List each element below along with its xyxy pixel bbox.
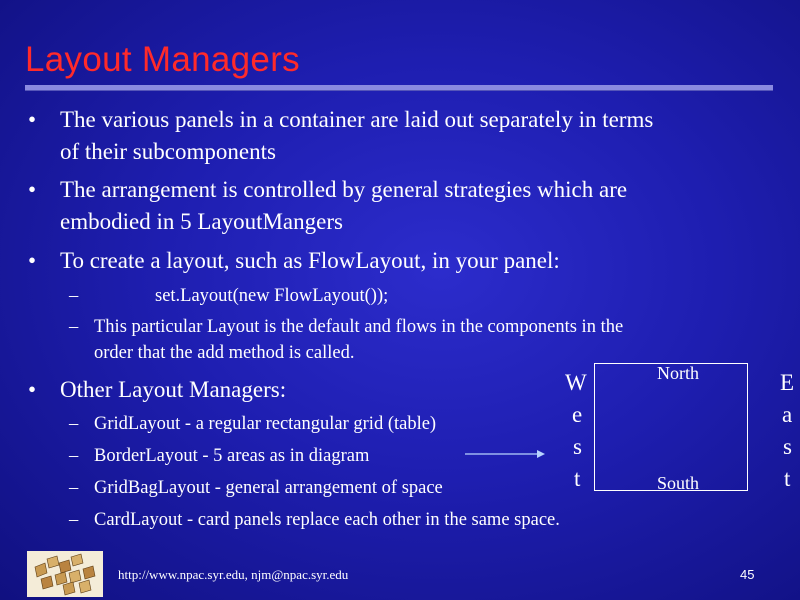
sub-bullet-line: This particular Layout is the default and flows in the components in the — [94, 317, 624, 337]
dash-symbol: – — [69, 286, 79, 306]
west-letter: W — [565, 370, 587, 395]
dash-symbol: – — [69, 510, 79, 530]
east-letter: E — [780, 370, 795, 395]
sub-bullet-item — [69, 314, 624, 366]
sub-bullet-item — [69, 411, 437, 437]
slide-title: Layout Managers — [25, 40, 300, 79]
sub-bullet-line: BorderLayout - 5 areas as in diagram — [94, 446, 370, 466]
sub-bullet-item — [69, 283, 594, 309]
bullet-symbol: • — [28, 248, 37, 273]
dash-symbol: – — [69, 317, 79, 337]
sub-bullet-line: GridBagLayout - general arrangement of space — [94, 478, 443, 498]
west-letter: s — [573, 434, 582, 459]
npac-logo — [27, 551, 103, 597]
bullet-item — [28, 174, 628, 238]
dash-symbol: – — [69, 414, 79, 434]
bullet-line: The various panels in a container are laid out separately in terms — [60, 107, 654, 132]
dash-symbol: – — [69, 446, 79, 466]
east-letter: t — [784, 466, 791, 491]
sub-bullet-item — [69, 443, 370, 469]
bullet-symbol: • — [28, 107, 37, 132]
bullet-line: Other Layout Managers: — [60, 377, 287, 402]
bullet-line: To create a layout, such as FlowLayout, in your panel: — [60, 248, 560, 273]
bullet-line: The arrangement is controlled by general strategies which are — [60, 177, 628, 202]
footer-url: http://www.npac.syr.edu, njm@npac.syr.edu — [118, 567, 349, 582]
title-underline — [25, 85, 773, 91]
west-letter: e — [572, 402, 583, 427]
dash-symbol: – — [69, 478, 79, 498]
page-number: 45 — [740, 567, 755, 582]
sub-bullet-item — [69, 507, 560, 533]
south-label: South — [657, 473, 700, 493]
sub-bullet-line: GridLayout - a regular rectangular grid (table) — [94, 414, 437, 434]
sub-bullet-line: order that the add method is called. — [94, 343, 355, 363]
bullet-item — [28, 104, 654, 168]
code-line: set.Layout(new FlowLayout()); — [155, 286, 389, 306]
sub-bullet-line: CardLayout - card panels replace each other in the same space. — [94, 510, 560, 530]
arrow-right-icon — [465, 447, 545, 461]
bullet-line: embodied in 5 LayoutMangers — [60, 209, 343, 234]
north-label: North — [657, 363, 699, 383]
bullet-symbol: • — [28, 377, 37, 402]
east-letter: s — [783, 434, 792, 459]
west-letter: t — [574, 466, 581, 491]
sub-bullet-item — [69, 475, 443, 501]
bullet-line: of their subcomponents — [60, 139, 276, 164]
bullet-item — [28, 374, 287, 406]
bullet-item — [28, 245, 560, 277]
east-letter: a — [782, 402, 793, 427]
bullet-symbol: • — [28, 177, 37, 202]
